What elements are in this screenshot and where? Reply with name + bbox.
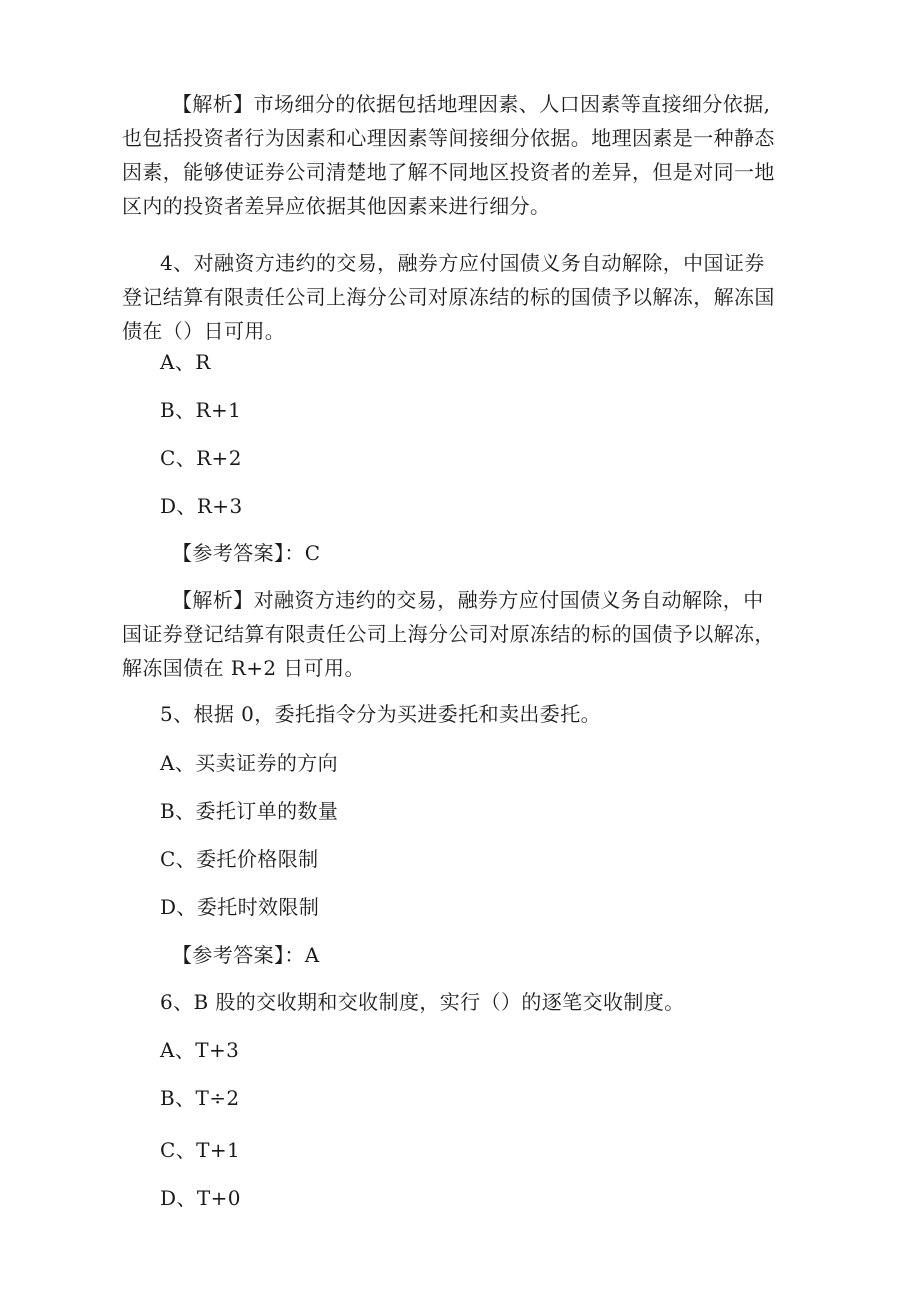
question-4-line-1: 4、对融资方违约的交易，融券方应付国债义务自动解除，中国证券 [160,251,765,275]
question-4-option-c: C、R+2 [160,446,242,470]
question-4-analysis-line-2: 国证券登记结算有限责任公司上海分公司对原冻结的标的国债予以解冻， [122,622,775,646]
question-4-line-3: 债在（）日可用。 [122,319,286,343]
question-5-option-a: A、买卖证券的方向 [160,751,339,775]
question-4-option-b: B、R+1 [160,398,242,422]
question-5-answer: 【参考答案】：A [172,943,320,967]
analysis-line-1: 【解析】市场细分的依据包括地理因素、人口因素等直接细分依据, [172,92,771,116]
question-4-answer: 【参考答案】：C [172,541,321,565]
question-5-option-d: D、委托时效限制 [160,895,320,919]
question-6-option-d: D、T+0 [160,1186,241,1210]
analysis-line-2: 也包括投资者行为因素和心理因素等间接细分依据。地理因素是一种静态 [122,126,775,150]
question-6-line-1: 6、B 股的交收期和交收制度，实行（）的逐笔交收制度。 [160,990,685,1014]
question-5-line-1: 5、根据 0，委托指令分为买进委托和卖出委托。 [160,702,602,726]
question-6-option-b: B、T÷2 [160,1086,240,1110]
question-6-option-c: C、T+1 [160,1138,241,1162]
analysis-line-3: 因素，能够使证券公司清楚地了解不同地区投资者的差异，但是对同一地 [122,160,775,184]
analysis-line-4: 区内的投资者差异应依据其他因素来进行细分。 [122,194,551,218]
question-4-analysis-line-3: 解冻国债在 R+2 日可用。 [122,656,365,680]
question-5-option-b: B、委托订单的数量 [160,799,339,823]
question-4-line-2: 登记结算有限责任公司上海分公司对原冻结的标的国债予以解冻，解冻国 [122,285,775,309]
question-4-analysis-line-1: 【解析】对融资方违约的交易，融券方应付国债义务自动解除，中 [172,588,764,612]
question-5-option-c: C、委托价格限制 [160,847,319,871]
question-4-option-d: D、R+3 [160,494,243,518]
question-4-option-a: A、R [160,350,211,374]
question-6-option-a: A、T+3 [160,1038,240,1062]
